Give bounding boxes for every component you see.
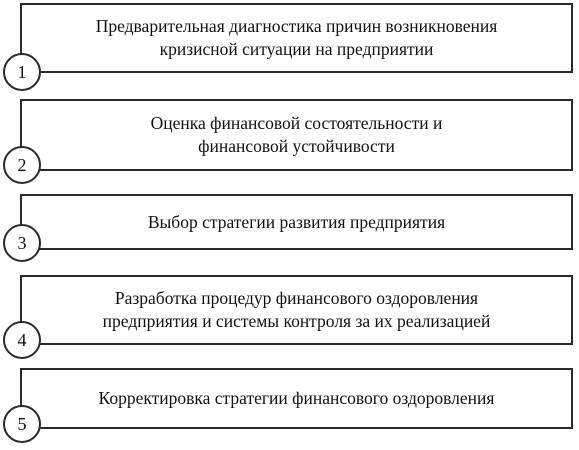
step-text: Предварительная диагностика причин возникновения кризисной ситуации на предприятии [95, 16, 498, 59]
step-number-badge: 3 [3, 224, 41, 262]
step-text: Корректировка стратегии финансового оздоровления [98, 388, 495, 408]
step-box [20, 368, 573, 429]
step-2 [0, 99, 579, 175]
step-5 [0, 368, 579, 444]
step-number-badge: 2 [3, 146, 41, 184]
step-box [20, 194, 573, 250]
step-text: Выбор стратегии развития предприятия [147, 211, 446, 232]
step-4 [0, 275, 579, 351]
step-1 [0, 3, 579, 82]
step-3 [0, 194, 579, 270]
step-box [20, 275, 573, 345]
step-number-badge: 4 [3, 321, 41, 359]
step-text: Оценка финансовой состоятельности и финансовой устойчивости [150, 113, 443, 156]
step-box [20, 3, 573, 73]
step-number-badge: 5 [3, 405, 41, 443]
step-number-badge: 1 [3, 53, 41, 91]
step-box [20, 99, 573, 171]
step-text: Разработка процедур финансового оздоровления предприятия и системы контроля за их реализацией [102, 288, 491, 331]
